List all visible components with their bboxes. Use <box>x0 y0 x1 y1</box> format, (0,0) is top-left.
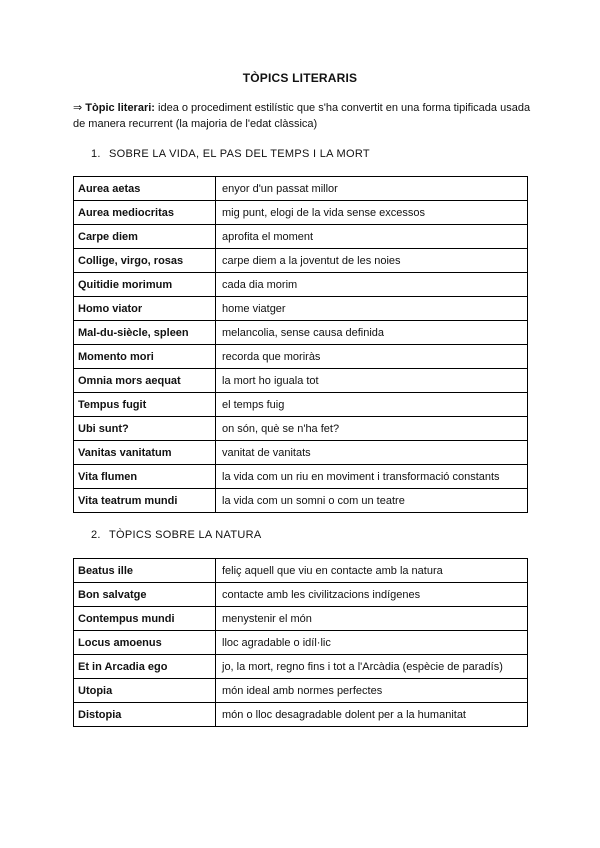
table-row <box>74 631 528 655</box>
topic-definition: el temps fuig <box>216 393 528 417</box>
table-row <box>74 465 528 489</box>
topic-term: Mal-du-siècle, spleen <box>74 321 216 345</box>
topic-term: Aurea mediocritas <box>74 201 216 225</box>
table-row <box>74 249 528 273</box>
section-title: SOBRE LA VIDA, EL PAS DEL TEMPS I LA MORT <box>109 148 370 160</box>
topic-term: Beatus ille <box>74 559 216 583</box>
topic-definition: la mort ho iguala tot <box>216 369 528 393</box>
topic-term: Vita flumen <box>74 465 216 489</box>
topic-definition: la vida com un riu en moviment i transformació constants <box>216 465 528 489</box>
table-row <box>74 559 528 583</box>
intro-label: Tòpic literari: <box>85 102 155 114</box>
topic-term: Vita teatrum mundi <box>74 489 216 513</box>
topic-definition: jo, la mort, regno fins i tot a l'Arcàdia (espècie de paradís) <box>216 655 528 679</box>
table-row <box>74 201 528 225</box>
table-row <box>74 417 528 441</box>
intro-paragraph <box>73 100 533 132</box>
table-row <box>74 225 528 249</box>
topic-term: Tempus fugit <box>74 393 216 417</box>
topic-term: Momento mori <box>74 345 216 369</box>
table-row <box>74 177 528 201</box>
topic-definition: feliç aquell que viu en contacte amb la natura <box>216 559 528 583</box>
topic-term: Omnia mors aequat <box>74 369 216 393</box>
topic-definition: aprofita el moment <box>216 225 528 249</box>
table-row <box>74 273 528 297</box>
topic-term: Locus amoenus <box>74 631 216 655</box>
topic-term: Aurea aetas <box>74 177 216 201</box>
topic-term: Carpe diem <box>74 225 216 249</box>
table-row <box>74 369 528 393</box>
section-number: 1. <box>91 148 101 160</box>
topic-term: Bon salvatge <box>74 583 216 607</box>
topic-definition: on són, què se n'ha fet? <box>216 417 528 441</box>
table-row <box>74 655 528 679</box>
topic-term: Contempus mundi <box>74 607 216 631</box>
page-title: TÒPICS LITERARIS <box>242 71 358 85</box>
topic-term: Homo viator <box>74 297 216 321</box>
intro-text: idea o procediment estilístic que s'ha convertit en una forma tipificada usada de manera recurrent (la majoria de l'edat clàssica) <box>73 102 531 130</box>
section-heading-2 <box>91 529 261 541</box>
table-row <box>74 441 528 465</box>
topic-definition: recorda que moriràs <box>216 345 528 369</box>
section-heading-1 <box>91 148 370 160</box>
topic-term: Utopia <box>74 679 216 703</box>
section-number: 2. <box>91 529 101 541</box>
topic-definition: cada dia morim <box>216 273 528 297</box>
table-row <box>74 607 528 631</box>
section-title: TÒPICS SOBRE LA NATURA <box>109 529 262 541</box>
topic-term: Et in Arcadia ego <box>74 655 216 679</box>
topic-definition: món o lloc desagradable dolent per a la humanitat <box>216 703 528 727</box>
topic-term: Quitidie morimum <box>74 273 216 297</box>
table-row <box>74 583 528 607</box>
topic-definition: mig punt, elogi de la vida sense excessos <box>216 201 528 225</box>
table-row <box>74 345 528 369</box>
topics-table-nature <box>73 558 528 727</box>
topic-definition: menystenir el món <box>216 607 528 631</box>
table-row <box>74 679 528 703</box>
topic-definition: la vida com un somni o com un teatre <box>216 489 528 513</box>
table-row <box>74 489 528 513</box>
topic-definition: món ideal amb normes perfectes <box>216 679 528 703</box>
topic-term: Vanitas vanitatum <box>74 441 216 465</box>
topic-term: Ubi sunt? <box>74 417 216 441</box>
table-row <box>74 297 528 321</box>
topic-term: Collige, virgo, rosas <box>74 249 216 273</box>
topic-definition: contacte amb les civilitzacions indígenes <box>216 583 528 607</box>
topics-table-life <box>73 176 528 513</box>
topic-definition: home viatger <box>216 297 528 321</box>
topic-definition: lloc agradable o idíl·lic <box>216 631 528 655</box>
topic-term: Distopia <box>74 703 216 727</box>
table-row <box>74 393 528 417</box>
table-row <box>74 321 528 345</box>
topic-definition: enyor d'un passat millor <box>216 177 528 201</box>
table-row <box>74 703 528 727</box>
topic-definition: carpe diem a la joventut de les noies <box>216 249 528 273</box>
topic-definition: melancolia, sense causa definida <box>216 321 528 345</box>
arrow-icon: ⇒ <box>73 102 83 114</box>
topic-definition: vanitat de vanitats <box>216 441 528 465</box>
